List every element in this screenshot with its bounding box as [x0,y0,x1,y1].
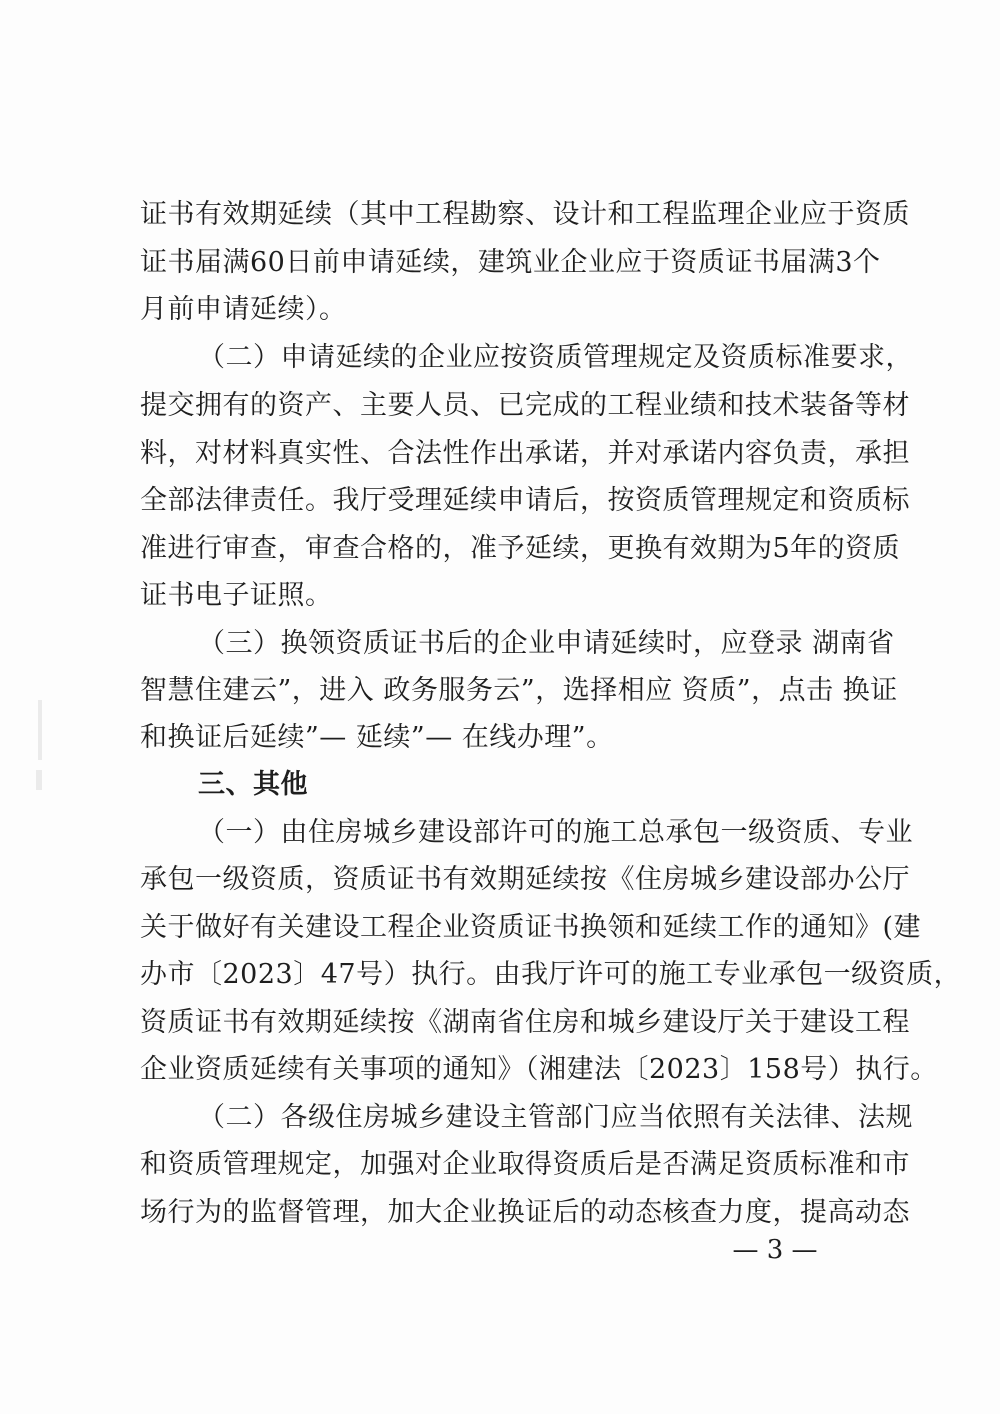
body-line-15: 承包一级资质，资质证书有效期延续按《住房城乡建设部办公厅 [140,864,910,895]
body-line-11: 智慧住建云”，进入 政务服务云”，选择相应 资质”，点击 换证 [140,675,898,706]
body-line-5: 提交拥有的资产、主要人员、已完成的工程业绩和技术装备等材 [140,390,910,421]
paragraph-4-first-line: （一）由住房城乡建设部许可的施工总承包一级资质、专业 [198,817,913,848]
body-line-2: 证书届满60日前申请延续，建筑业企业应于资质证书届满3个 [140,247,881,278]
body-line-16: 关于做好有关建设工程企业资质证书换领和延续工作的通知》(建 [140,912,922,943]
body-line-17: 办市〔2023〕47号）执行。由我厅许可的施工专业承包一级资质， [140,959,962,990]
body-line-8: 准进行审查，审查合格的，准予延续，更换有效期为5年的资质 [140,533,901,564]
body-line-3: 月前申请延续）。 [140,294,347,325]
scan-artifact [38,700,42,760]
paragraph-3-first-line: （三）换领资质证书后的企业申请延续时，应登录 湖南省 [198,628,895,659]
body-line-6: 料，对材料真实性、合法性作出承诺，并对承诺内容负责，承担 [140,438,910,469]
body-line-18: 资质证书有效期延续按《湖南省住房和城乡建设厅关于建设工程 [140,1007,910,1038]
paragraph-5-first-line: （二）各级住房城乡建设主管部门应当依照有关法律、法规 [198,1102,913,1133]
body-line-1: 证书有效期延续（其中工程勘察、设计和工程监理企业应于资质 [140,199,910,230]
paragraph-2-first-line: （二）申请延续的企业应按资质管理规定及资质标准要求， [198,342,913,373]
section-heading-other: 三、其他 [198,769,308,800]
body-line-9: 证书电子证照。 [140,580,333,611]
scan-artifact [36,770,42,790]
body-line-12: 和换证后延续”— 延续”— 在线办理”。 [140,722,614,753]
body-line-7: 全部法律责任。我厅受理延续申请后，按资质管理规定和资质标 [140,485,910,516]
body-line-22: 场行为的监督管理，加大企业换证后的动态核查力度，提高动态 [140,1197,910,1228]
body-line-19: 企业资质延续有关事项的通知》（湘建法〔2023〕158号）执行。 [140,1054,938,1085]
page-number: — 3 — [732,1235,818,1265]
body-line-21: 和资质管理规定，加强对企业取得资质后是否满足资质标准和市 [140,1149,910,1180]
